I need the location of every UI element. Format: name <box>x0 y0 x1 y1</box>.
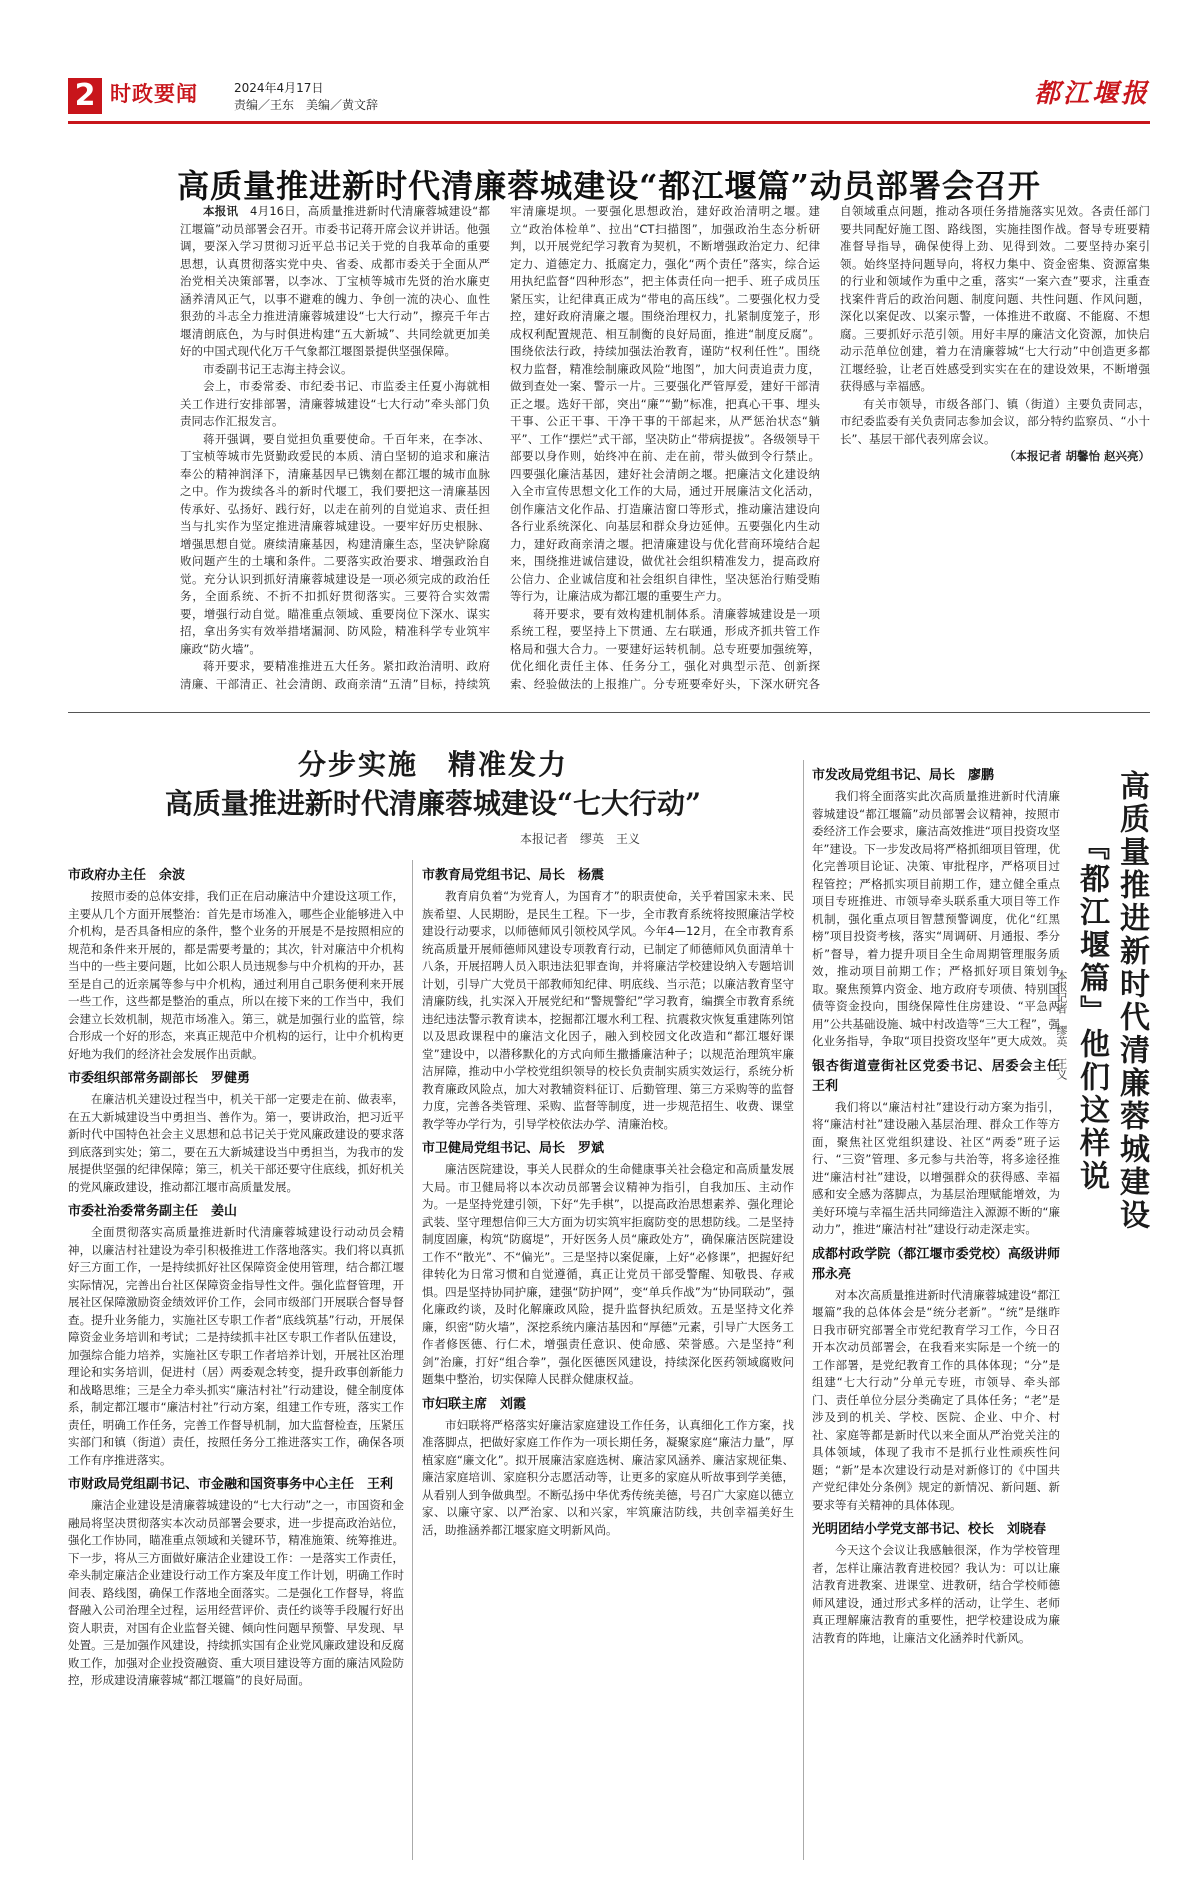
lead-reporters: （本报记者 胡馨怡 赵兴亮） <box>1003 449 1150 463</box>
lead-paragraph: 会上，市委常委、市纪委书记、市监委主任夏小海就相关工作进行安排部署，清廉蓉城建设“七大行动”牵头部门负责同志作汇报发言。 <box>180 379 490 428</box>
lead-paragraph: 蒋开强调，要自觉担负重要使命。千百年来，在李冰、丁宝桢等城市先贤勤政爱民的本质、清白坚韧的追求和廉洁奉公的精神润泽下，清廉基因早已镌刻在都江堰的城市血脉之中。作为拨续各斗的新时代堰工，我们要把这一清廉基因传承好、弘扬好、践行好，以走在前列的自觉追求、责任担当与扎实作为坚定推进清廉蓉城建设。一要牢好历史根脉、增强思想自觉。赓续清廉基因，构建清廉生态，坚决铲除腐败问题产生的土壤和条件。二要落实政治要求、增强政治自觉。充分认识到抓好清廉蓉城建设是一项必须完成的政治任务，全面系统、不折不扣抓好贯彻落实。三要符合实效需要，增强行动自觉。瞄准重点领域、重要岗位下深水、谋实招，拿出务实有效举措堵漏洞、防风险，精准科学专业筑牢廉政“防火墙”。 <box>180 431 490 656</box>
speaker-name: 市委组织部常务副部长 罗健勇 <box>68 1071 251 1086</box>
lead-paragraph: 蒋开要求，要有效构建机制体系。清廉蓉城建设是一项系统工程，要坚持上下贯通、左右联通，形成齐抓共管工作格局和强大合力。一要建好运转机制。总专班要加强统筹，优化细化责任主体、任务分工，强化对典型示范、创新探索、经验做法的上报推广。分专班要牵好头，下深水研究各自领域重点问题，推动各项任务措施落实见效。各责任部门要共同配好施工图、路线图，实施挂图作战。督导专班要精准督导指导，确保使得上劲、见得到效。二要坚持办案引领。始终坚持问题导向，将权力集中、资金密集、资源富集的行业和领域作为重中之重，落实“一案六查”要求，注重查找案件背后的政治问题、制度问题、共性问题、作风问题，深化以案促改、以案示警，一体推进不敢腐、不能腐、不想腐。三要抓好示范引领。用好丰厚的廉洁文化资源，加快启动示范单位创建，着力在清廉蓉城“七大行动”中创造更多都江堰经验，让老百姓感受到实实在在的建设效果，不断增强获得感与幸福感。 <box>510 204 1150 691</box>
speaker-name: 市财政局党组副书记、市金融和国资事务中心主任 王利 <box>68 1477 394 1492</box>
interview-column-2 <box>422 860 794 1860</box>
lead-headline: 高质量推进新时代清廉蓉城建设“都江堰篇”动员部署会召开 <box>177 167 1041 205</box>
side-title-second: 『都江堰篇』他们这样说 <box>1074 830 1109 1193</box>
interview-column-1 <box>68 860 404 1860</box>
editors-credit: 责编／王东 美编／黄文辞 <box>234 98 379 112</box>
speaker-quote: 按照市委的总体安排，我们正在启动廉洁中介建设这项工作，主要从几个方面开展整治：首先是市场准入，哪些企业能够进入中介机构，是否具备相应的条件，整个业务的开展是不是按照相应的规范和条件来开展的，都是需要考量的；其次，针对廉洁中介机构当中的一些主要问题，比如公职人员违规参与中介机构的开办，甚至是自己的近亲属等参与中介机构，通过利用自己职务便利来开展一些工作，这些都是整治的重点，所以在接下来的工作当中，我们会建立长效机制，规范市场准入。第三，就是加强行业的监管，综合形成一个好的形态，来真正规范中介机构的运行，让中介机构更好地为我们的经济社会发展作出贡献。 <box>68 889 404 1061</box>
section-name: 时政要闻 <box>110 82 198 106</box>
second-byline: 本报记者 缪英 王义 <box>519 832 640 846</box>
page-number: 2 <box>68 78 102 114</box>
speaker-name: 银杏街道壹街社区党委书记、居委会主任 王利 <box>812 1058 1060 1094</box>
speaker-name: 成都村政学院（都江堰市委党校）高级讲师 邢永亮 <box>812 1246 1060 1282</box>
speaker-name: 市卫健局党组书记、局长 罗斌 <box>422 1141 605 1156</box>
speaker-quote: 市妇联将严格落实好廉洁家庭建设工作任务，认真细化工作方案，找准落脚点，把做好家庭工作作为一项长期任务，凝聚家庭“廉洁力量”，厚植家庭“廉文化”。拟开展廉洁家庭选树、廉洁家风涵养、廉洁家规征集、廉洁家庭培训、家庭积分志愿活动等，让更多的家庭从听故事到学美德，从看别人到争做典型。不断弘扬中华优秀传统美德，号召广大家庭以德立家、以廉守家、以严治家、以和兴家，牢筑廉洁防线，共创幸福美好生活，助推涵养都江堰家庭文明新风尚。 <box>422 1417 794 1537</box>
lead-paragraph: 本报讯 4月16日，高质量推进新时代清廉蓉城建设“都江堰篇”动员部署会召开。市委书记蒋开席会议并讲话。他强调，要深入学习贯彻习近平总书记关于党的自我革命的重要思想，认真贯彻落实党中央、省委、成都市委关于全面从严治党相关决策部署，以李冰、丁宝桢等城市先贤的治水廉吏涵养清风正气，以事不避难的魄力、争创一流的决心、血性狠劲的斗志全力推进清廉蓉城建设“七大行动”，擦亮千年古堰清朗底色，为与时俱进构建“五大新城”、共同绘就更加美好的中国式现代化万千气象都江堰图景提供坚强保障。 <box>180 204 491 358</box>
publish-date: 2024年4月17日 <box>234 81 324 95</box>
interview-column-3 <box>812 760 1060 1860</box>
speaker-quote: 廉洁企业建设是清廉蓉城建设的“七大行动”之一，市国资和金融局将坚决贯彻落实本次动员部署会要求，进一步提高政治站位，强化工作协同，瞄准重点领域和关键环节，精准施策、统筹推进。下一步，将从三方面做好廉洁企业建设工作：一是落实工作责任，牵头制定廉洁企业建设行动工作方案及年度工作计划，明确工作时间表、路线图，确保工作落地全面落实。二是强化工作督导，将监督融入公司治理全过程，运用经营评价、责任约谈等手段履行好出资人职责，对国有企业监督关键、倾向性问题早预警、早发现、早处置。三是加强作风建设，持续抓实国有企业党风廉政建设和反腐败工作，加强对企业投资融资、重大项目建设等方面的廉洁风险防控，形成建设清廉蓉城“都江堰篇”的良好局面。 <box>68 1498 404 1687</box>
speaker-quote: 我们将全面落实此次高质量推进新时代清廉蓉城建设“都江堰篇”动员部署会议精神，按照市委经济工作会要求，廉洁高效推进“项目投资攻坚年”建设。下一步发改局将严格抓细项目管理，优化完善项目论证、决策、审批程序，严格项目过程管控；严格抓实项目前期工作，建立健全重点项目专班推进、市领导牵头联系重大项目等工作机制，强化重点项目智慧预警调度，优化“红黑榜”项目投资考核，落实“周调研、月通报、季分析”督导，着力提升项目全生命周期管理服务质效，推动项目前期工作；严格抓好项目策划争取。聚焦预算内资金、地方政府专项债、特别国债等资金投向，围绕保障性住房建设、“平急两用”公共基础设施、城中村改造等“三大工程”，强化业务指导，争取“项目投资攻坚年”更大成效。 <box>812 789 1060 1048</box>
speaker-name: 市教育局党组书记、局长 杨震 <box>422 868 605 883</box>
speaker-quote: 廉洁医院建设，事关人民群众的生命健康事关社会稳定和高质量发展大局。市卫健局将以本次动员部署会议精神为指引，自我加压、主动作为。一是坚持党建引领，下好“先手棋”，以提高政治思想素养、强化理论武装、坚守理想信仰三大方面为切实筑牢拒腐防变的思想防线。二是坚持制度固廉，构筑“防腐堤”，开好医务人员“廉政处方”，确保廉洁医院建设工作不“散光”、不“偏光”。三是坚持以案促廉，上好“必修课”，把握好纪律转化为日常习惯和自觉遵循，真正让党员干部受警醒、知敬畏、存戒惧。四是坚持协同护廉，建强“防护网”，变“单兵作战”为“协同联动”，强化廉政约谈，及时化解廉政风险，提升监督执纪质效。五是坚持文化养廉，织密“防火墙”，深挖系统内廉洁基因和“厚德”元素，引导广大医务工作者修医德、行仁术，增强责任意识、使命感、荣誉感。六是坚持“利剑”治廉，打好“组合拳”，强化医德医风建设，持续深化医药领域腐败问题集中整治，切实保障人民群众健康权益。 <box>422 1162 794 1386</box>
lead-tag: 本报讯 <box>203 204 239 218</box>
side-vertical-headline <box>1055 770 1150 1250</box>
speaker-quote: 今天这个会议让我感触很深，作为学校管理者，怎样让廉洁教育进校园？我认为：可以让廉洁教育进教案、进课堂、进教研，结合学校师德师风建设，通过形式多样的活动，让学生、老师真正理解廉洁教育的重要性，把学校建设成为廉洁教育的阵地，让廉洁文化涵养时代新风。 <box>812 1543 1060 1645</box>
newspaper-logo: 都江堰报 <box>1033 79 1150 109</box>
speaker-name: 市发改局党组书记、局长 廖鹏 <box>812 768 995 783</box>
masthead-divider <box>68 121 1150 124</box>
article-divider <box>68 712 1150 713</box>
lead-paragraph: 有关市领导，市级各部门、镇（街道）主要负责同志，市纪委监委有关负责同志参加会议，部分特约监察员、“小十长”、基层干部代表列席会议。 <box>840 396 1150 446</box>
lead-paragraph: 蒋开要求，要精准推进五大任务。紧扣政治清明、政府清廉、干部清正、社会清朗、政商亲清“五清”目标，持续筑牢清廉堤坝。一要强化思想政治，建好政治清明之堰。建立“政治体检单”、拉出“CT扫描图”，加强政治生态分析研判，以开展党纪学习教育为契机，不断增强政治定力、纪律定力、道德定力、抵腐定力，强化“两个责任”落实，综合运用执纪监督“四种形态”，把主体责任向一把手、班子成员压紧压实，让纪律真正成为“带电的高压线”。二要强化权力受控，建好政府清廉之堰。围绕治理权力，扎紧制度笼子，形成权利配置规范、相互制衡的良好局面，推进“制度反腐”。围绕依法行政，持续加强法治教育，谨防“权利任性”。围绕权力监督，精准绘制廉政风险“地图”，加大问责追责力度，做到查处一案、警示一片。三要强化严管厚爱，建好干部清正之堰。选好干部，突出“廉”“勤”标准，把真心干事、埋头干事、公正干事、干净干事的干部起来，从严惩治状态“躺平”、工作“摆烂”式干部，坚决防止“带病提拔”。各级领导干部要以身作则，始终冲在前、走在前，带头做到令行禁止。四要强化廉洁基因，建好社会清朗之堰。把廉洁文化建设纳入全市宣传思想文化工作的大局，通过开展廉洁文化活动，创作廉洁文化作品、打造廉洁窗口等形式，推动廉洁建设向各行业系统深化、向基层和群众身边延伸。五要强化内生动力，建好政商亲清之堰。把清廉建设与优化营商环境结合起来，围绕推进诚信建设，做优社会组织精准发力，提高政府公信力、企业诚信度和社会组织自律性，坚决惩治行贿受贿等行为，让廉洁成为都江堰的重要生产力。 <box>180 204 820 691</box>
side-byline: 本报记者 缪英 王义 <box>1055 970 1068 1080</box>
column-divider <box>803 760 804 1860</box>
speaker-name: 市妇联主席 刘霞 <box>422 1396 527 1412</box>
speaker-quote: 教育肩负着“为党育人，为国育才”的职责使命，关乎着国家未来、民族希望、人民期盼，是民生工程。下一步，全市教育系统将按照廉洁学校建设行动要求，以师德师风引领校风学风。今年4—12月，在全市教育系统高质量开展师德师风建设专项教育行动，已制定了师德师风负面清单十八条，开展招聘人员入职违法犯罪查询，并将廉洁学校建设纳入专题培训计划，引导广大党员干部教师知纪律、明底线、当示范；以廉洁教育坚守清廉防线，扎实深入开展党纪和“警规警纪”学习教育，编撰全市教育系统违纪违法警示教育读本，挖掘都江堰水利工程、抗震救灾恢复重建陈列馆以及思政课程中的廉洁文化因子，融入到校园文化改造和“都江堰好课堂”建设中，以潜移默化的方式向师生撒播廉洁种子；以规范治理筑牢廉洁屏障，推动中小学校党组织领导的校长负责制实质实效运行，系统分析教育廉政风险点，加大对教辅资料征订、后勤管理、第三方采购等的监督力度，完善各类管理、采购、监督等制度，进一步规范招生、收费、课堂教学等办学行为，引导学校依法办学、清廉治校。 <box>422 889 794 1131</box>
speaker-name: 市委社治委常务副主任 姜山 <box>68 1204 238 1219</box>
speaker-quote: 我们将以“廉洁村社”建设行动方案为指引，将“廉洁村社”建设融入基层治理、群众工作等方面，聚焦社区党组织建设、社区“两委”班子运行、“三资”管理、多元参与共治等，将多途径推进“廉洁村社”建设，以增强群众的获得感、幸福感和安全感为落脚点，为基层治理赋能增效，为美好环境与幸福生活共同缔造注入源源不断的“廉动力”，推进“廉洁村社”建设行动走深走实。 <box>812 1099 1060 1236</box>
masthead <box>68 78 1150 118</box>
lead-article-body <box>180 203 1150 708</box>
column-divider <box>412 860 413 1860</box>
speaker-quote: 全面贯彻落实高质量推进新时代清廉蓉城建设行动动员会精神，以廉洁村社建设为牵引积极推进工作落地落实。我们将以真抓好三方面工作，一是持续抓好社区保障资金使用管理，结合都江堰实际情况，完善出台社区保障资金指导性文件。强化监督管理，开展社区保障激励资金绩效评价工作，会同市级部门开展联合督导督查。提升业务能力，实施社区专职工作者“底线筑基”行动，开展保障资金业务培训和考试；二是持续抓丰社区专职工作者队伍建设，加强综合能力培养，实施社区专职工作者培养计划，开展社区治理理论和实务培训，促进村（居）两委观念转变，提升政事创新能力和战略思维；三是全力牵头抓实“廉洁村社”行动建设，健全制度体系，制定都江堰市“廉洁村社”行动方案，组建工作专班，落实工作责任，明确工作任务，完善工作督导机制，加大监督检查，压紧压实部门和镇（街道）责任，按照任务分工推进落实工作，确保各项工作有序推进落实。 <box>68 1225 404 1467</box>
lead-paragraph: 市委副书记王志海主持会议。 <box>203 361 353 376</box>
speaker-quote: 对本次高质量推进新时代清廉蓉城建设“都江堰篇”我的总体体会是“统分老新”。“统”是继昨日我市研究部署全市党纪教育学习工作，今日召开本次动员部署会，在我看来实际是一个统一的工作部署，是党纪教育工作的具体体现；“分”是组建“七大行动”分单元专班，市领导、牵头部门、责任单位分层分类确定了具体任务；“老”是涉及到的机关、学校、医院、企业、中介、村社、家庭等都是新时代以来全面从严治党关注的具体领域，体现了我市不是抓行业性顽疾性问题；“新”是本次建设行动是对新修订的《中国共产党纪律处分条例》规定的新情况、新问题、新要求等有关精神的具体体现。 <box>812 1287 1060 1512</box>
speaker-name: 光明团结小学党支部书记、校长 刘晓春 <box>812 1522 1047 1537</box>
side-title-main: 高质量推进新时代清廉蓉城建设 <box>1114 770 1149 1232</box>
second-headline-line2: 高质量推进新时代清廉蓉城建设“七大行动” <box>164 787 702 820</box>
second-headline-line1: 分步实施 精准发力 <box>297 748 568 781</box>
speaker-name: 市政府办主任 余波 <box>68 868 186 883</box>
speaker-quote: 在廉洁机关建设过程当中，机关干部一定要走在前、做表率，在五大新城建设当中勇担当、善作为。第一，要讲政治，把习近平新时代中国特色社会主义思想和总书记关于党风廉政建设的要求落到底落到实处；第二，要在五大新城建设当中勇担当，为我市的发展提供坚强的纪律保障；第三，机关干部还要守住底线，抓好机关的党风廉政建设，推动都江堰市高质量发展。 <box>68 1092 404 1194</box>
